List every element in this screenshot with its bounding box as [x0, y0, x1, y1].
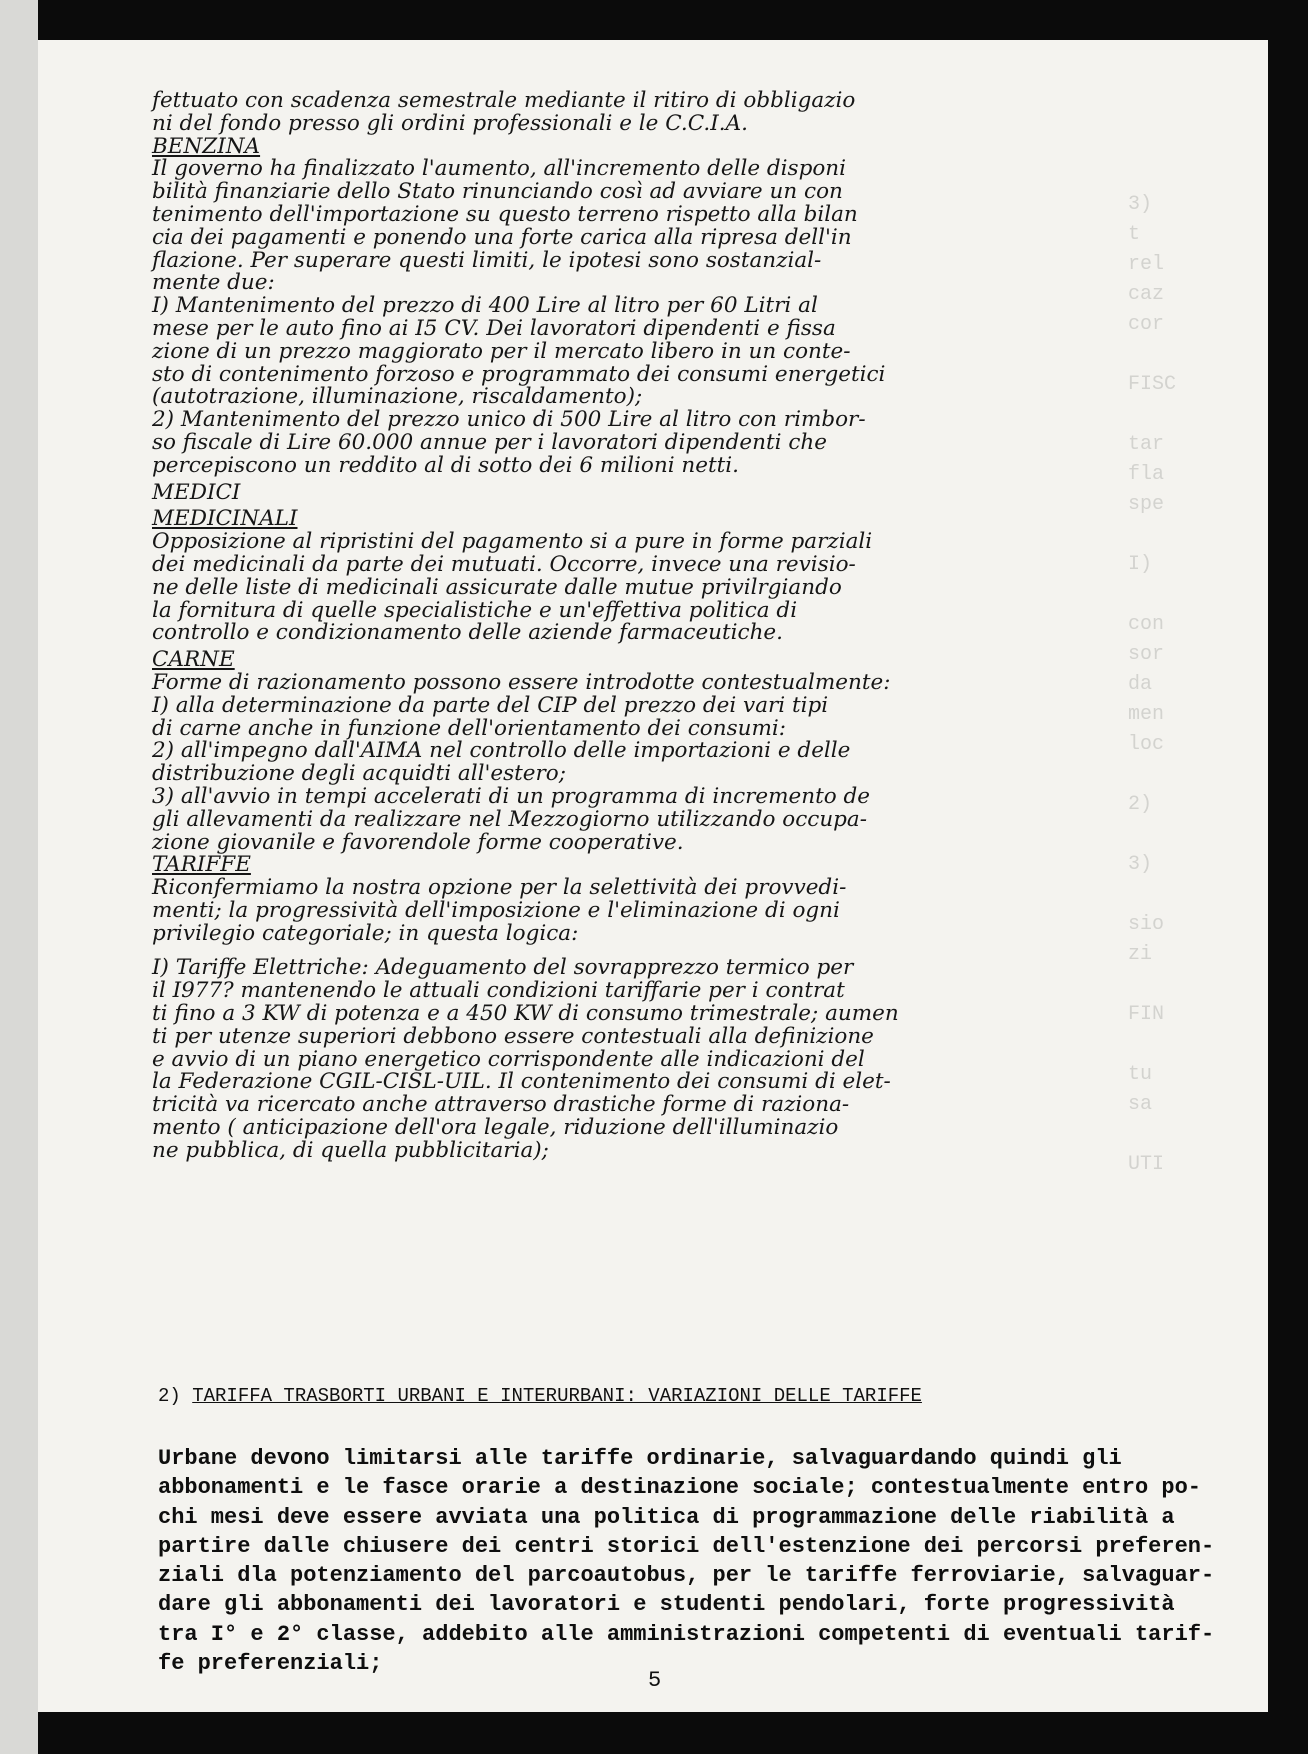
benzina-line: mente due:: [152, 270, 275, 296]
body-line: partire dalle chiusere dei centri storici dell'estenzione dei percorsi preferen-: [158, 1533, 1215, 1559]
tariffe-line: ne pubblica, di quella pubblicitaria);: [152, 1137, 549, 1163]
carne-line: di carne anche in funzione dell'orientamento dei consumi:: [152, 715, 786, 741]
tariffe-heading: TARIFFE: [152, 852, 251, 878]
body-line: tra I° e 2° classe, addebito alle amministrazioni competenti di eventuali tarif-: [158, 1621, 1215, 1647]
carne-line: Forme di razionamento possono essere introdotte contestualmente:: [152, 669, 891, 695]
carne-line: I) alla determinazione da parte del CIP del prezzo dei vari tipi: [152, 692, 829, 718]
benzina-line: so fiscale di Lire 60.000 annue per i lavoratori dipendenti che: [152, 429, 827, 455]
benzina-line: flazione. Per superare questi limiti, le ipotesi sono sostanzial-: [152, 247, 822, 273]
tariffe-line: ti per utenze superiori debbono essere contestuali alla definizione: [152, 1023, 874, 1049]
carne-line: zione giovanile e favorendole forme cooperative.: [152, 829, 684, 855]
typed-italic-text: [152, 90, 1132, 1163]
benzina-line: I) Mantenimento del prezzo di 400 Lire al litro per 60 Litri al: [152, 293, 818, 319]
medici-heading: MEDICI: [152, 479, 241, 505]
tariffe-line: Riconfermiamo la nostra opzione per la selettività dei provvedi-: [152, 875, 847, 901]
body-line: dare gli abbonamenti dei lavoratori e studenti pendolari, forte progressività: [158, 1592, 1175, 1618]
body-line: abbonamenti e le fasce orarie a destinazione sociale; contestualmente entro po-: [158, 1475, 1201, 1501]
opening-line: ni del fondo presso gli ordini professionali e le C.C.I.A.: [152, 110, 748, 136]
tariffe-line: la Federazione CGIL-CISL-UIL. Il contenimento dei consumi di elet-: [152, 1069, 891, 1095]
benzina-line: 2) Mantenimento del prezzo unico di 500 Lire al litro con rimbor-: [152, 407, 866, 433]
section-2-title: [158, 1385, 1138, 1407]
tariffe-line: menti; la progressività dell'imposizione e l'eliminazione di ogni: [152, 897, 840, 923]
medicinali-line: dei medicinali da parte dei mutuati. Occorre, invece una revisio-: [152, 551, 856, 577]
document-page: [38, 40, 1268, 1712]
page-number: 5: [648, 1668, 662, 1693]
body-line: fe preferenziali;: [158, 1651, 383, 1677]
body-line: ziali dla potenziamento del parcoautobus, per le tariffe ferroviarie, salvaguar-: [158, 1563, 1215, 1589]
tariffe-line: I) Tariffe Elettriche: Adeguamento del sovrapprezzo termico per: [152, 955, 854, 981]
opening-line: fettuato con scadenza semestrale mediante il ritiro di obbligazio: [152, 88, 856, 113]
carne-line: 3) all'avvio in tempi accelerati di un programma di incremento de: [152, 783, 870, 809]
benzina-line: mese per le auto fino ai I5 CV. Dei lavoratori dipendenti e fissa: [152, 315, 836, 341]
body-line: Urbane devono limitarsi alle tariffe ordinarie, salvaguardando quindi gli: [158, 1446, 1122, 1471]
benzina-line: cia dei pagamenti e ponendo una forte carica alla ripresa dell'in: [152, 224, 852, 250]
benzina-line: Il governo ha finalizzato l'aumento, all'incremento delle disponi: [152, 156, 847, 182]
tariffe-line: il I977? mantenendo le attuali condizioni tariffarie per i contrat: [152, 978, 845, 1004]
benzina-line: (autotrazione, illuminazione, riscaldamento);: [152, 384, 643, 410]
carne-heading: CARNE: [152, 647, 235, 673]
benzina-line: percepiscono un reddito al di sotto dei 6 milioni netti.: [152, 452, 739, 478]
section-number: 2): [158, 1385, 181, 1407]
body-line: chi mesi deve essere avviata una politica di programmazione delle riabilità a: [158, 1504, 1175, 1530]
tariffe-line: e avvio di un piano energetico corrispondente alle indicazioni del: [152, 1046, 865, 1072]
benzina-line: sto di contenimento forzoso e programmato dei consumi energetici: [152, 361, 886, 387]
tariffe-line: mento ( anticipazione dell'ora legale, riduzione dell'illuminazio: [152, 1115, 839, 1141]
scan-left-edge: [0, 0, 38, 1754]
benzina-heading: BENZINA: [152, 133, 261, 159]
section-heading: TARIFFA TRASBORTI URBANI E INTERURBANI: VARIAZIONI DELLE TARIFFE: [192, 1385, 922, 1407]
medicinali-line: ne delle liste di medicinali assicurate dalle mutue privilrgiando: [152, 574, 842, 600]
tariffe-line: privilegio categoriale; in questa logica:: [152, 920, 579, 946]
benzina-line: tenimento dell'importazione su questo terreno rispetto alla bilan: [152, 201, 858, 227]
section-2-body: [158, 1444, 1215, 1678]
carne-line: distribuzione degli acquidti all'estero;: [152, 761, 566, 787]
tariffe-line: tricità va ricercato anche attraverso drastiche forme di raziona-: [152, 1092, 850, 1118]
benzina-line: bilità finanziarie dello Stato rinunciando così ad avviare un con: [152, 179, 843, 205]
carne-line: gli allevamenti da realizzare nel Mezzogiorno utilizzando occupa-: [152, 806, 868, 832]
bleed-through-shadow: 3) t rel caz cor FISC tar fla spe I) con sor da men loc 2) 3) sio zi FIN tu sa UTI: [1128, 193, 1177, 1176]
tariffe-line: ti fino a 3 KW di potenza e a 450 KW di consumo trimestrale; aumen: [152, 1001, 899, 1027]
benzina-line: zione di un prezzo maggiorato per il mercato libero in un conte-: [152, 338, 851, 364]
medicinali-line: Opposizione al ripristini del pagamento si a pure in forme parziali: [152, 529, 873, 555]
carne-line: 2) all'impegno dall'AIMA nel controllo delle importazioni e delle: [152, 738, 851, 764]
medicinali-line: la fornitura di quelle specialistiche e un'effettiva politica di: [152, 597, 798, 623]
medicinali-line: controllo e condizionamento delle aziende farmaceutiche.: [152, 620, 783, 646]
medicinali-heading: MEDICINALI: [152, 506, 298, 532]
